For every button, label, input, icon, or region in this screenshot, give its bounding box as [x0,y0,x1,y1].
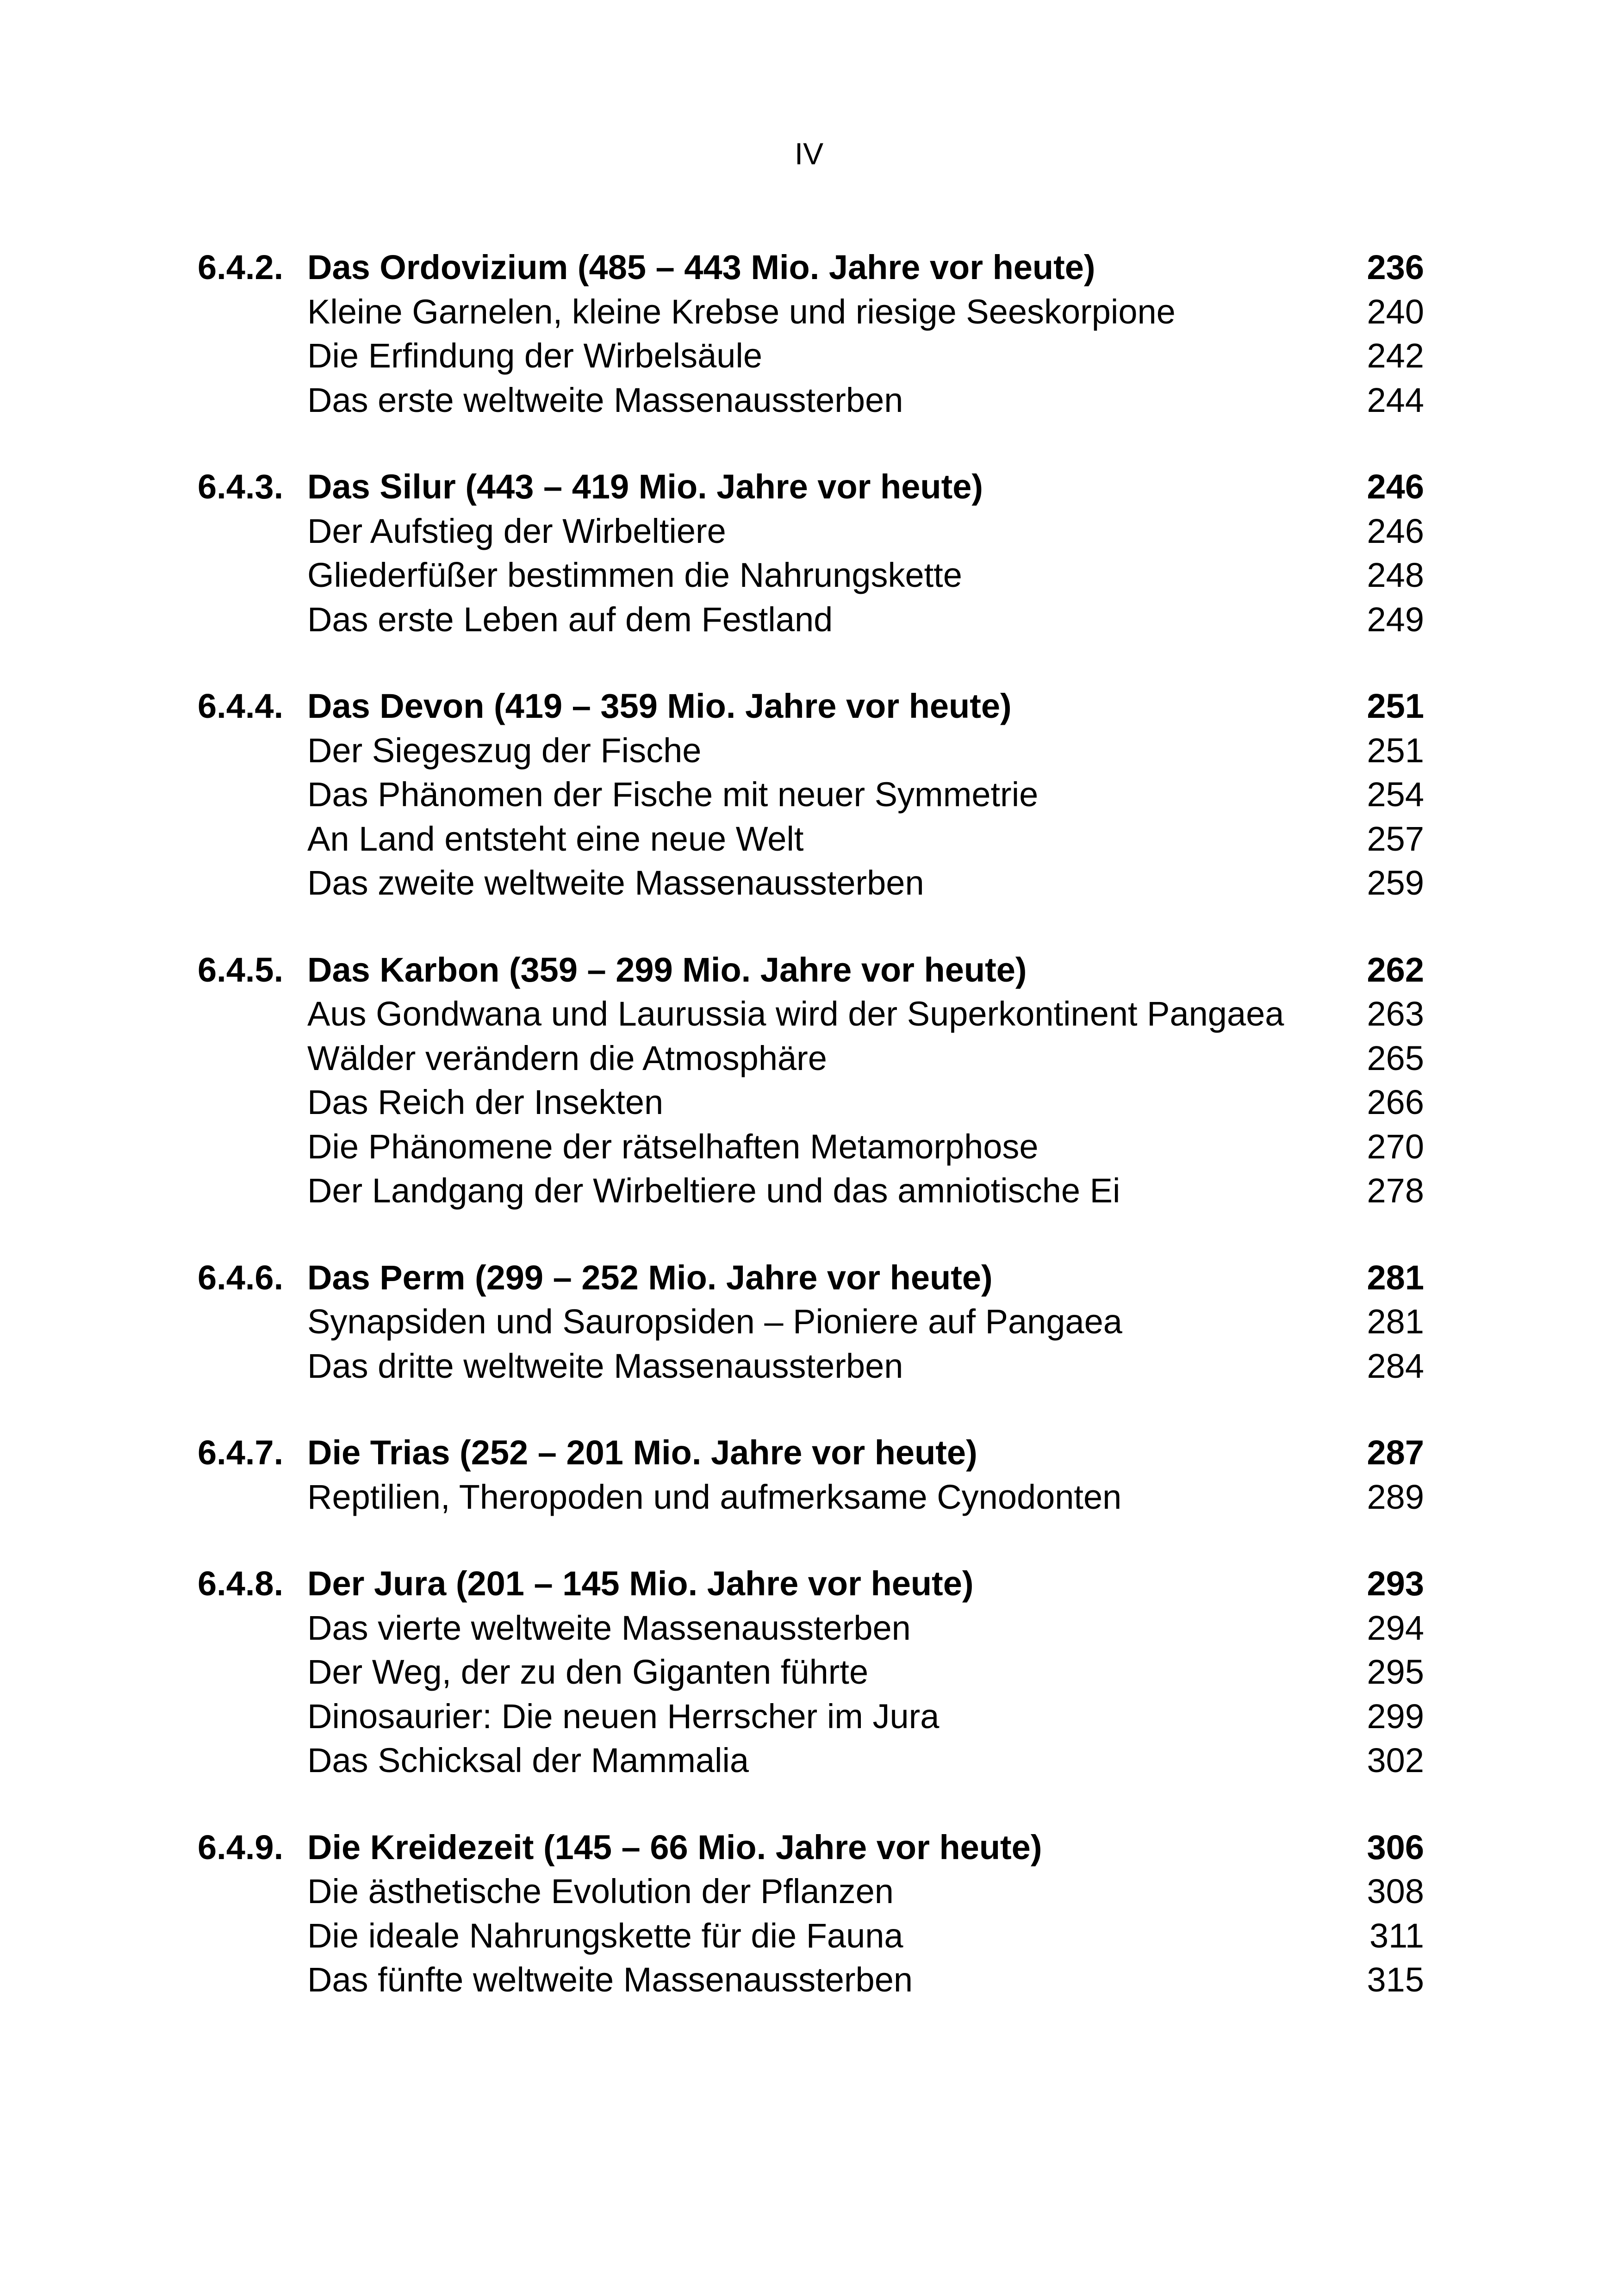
entry-page-number: 265 [1367,1039,1424,1077]
section-page-number: 293 [1367,1564,1424,1603]
entry-page-number: 295 [1367,1653,1424,1691]
section-title: Das Ordovizium (485 – 443 Mio. Jahre vor heute) [307,248,1095,286]
section-number: 6.4.7. [198,1433,284,1472]
toc-entry [198,992,1424,1036]
page-number: IV [794,137,824,171]
toc-entry [198,772,1424,817]
toc-section [198,1562,1424,1783]
entry-page-number: 244 [1367,380,1424,419]
entry-title: Das zweite weltweite Massenaussterben [307,864,924,902]
entry-page-number: 266 [1367,1083,1424,1121]
entry-page-number: 311 [1369,1916,1424,1955]
toc-entry [198,1914,1424,1958]
toc-entry [198,1738,1424,1783]
entry-page-number: 278 [1367,1171,1424,1210]
toc-section-heading [198,1562,1424,1606]
entry-title: Das erste Leben auf dem Festland [307,600,833,639]
entry-title: Das erste weltweite Massenaussterben [307,380,903,419]
entry-title: Das Reich der Insekten [307,1083,664,1121]
toc-entry [198,1694,1424,1739]
toc-entry [198,1036,1424,1081]
entry-page-number: 289 [1367,1477,1424,1516]
table-of-contents [198,245,1424,2045]
entry-title: An Land entsteht eine neue Welt [307,819,804,858]
section-page-number: 246 [1367,467,1424,506]
toc-section-heading [198,1431,1424,1475]
toc-entry [198,290,1424,334]
toc-section-heading [198,1825,1424,1870]
section-page-number: 281 [1367,1258,1424,1297]
toc-entry [198,509,1424,554]
section-title: Die Trias (252 – 201 Mio. Jahre vor heute) [307,1433,977,1472]
entry-title: Aus Gondwana und Laurussia wird der Superkontinent Pangaea [307,995,1284,1033]
entry-page-number: 251 [1367,731,1424,770]
toc-section-heading [198,948,1424,992]
section-title: Das Silur (443 – 419 Mio. Jahre vor heute) [307,467,983,506]
toc-section [198,1825,1424,2002]
toc-entry [198,553,1424,597]
entry-page-number: 246 [1367,511,1424,550]
toc-entry [198,1300,1424,1344]
section-page-number: 262 [1367,950,1424,989]
entry-title: Der Weg, der zu den Giganten führte [307,1653,869,1691]
entry-title: Reptilien, Theropoden und aufmerksame Cynodonten [307,1477,1122,1516]
toc-entry [198,334,1424,378]
entry-title: Das vierte weltweite Massenaussterben [307,1608,911,1647]
toc-section [198,948,1424,1213]
entry-title: Das fünfte weltweite Massenaussterben [307,1960,913,1999]
section-page-number: 251 [1367,687,1424,725]
entry-page-number: 308 [1367,1872,1424,1910]
toc-section [198,1256,1424,1388]
section-number: 6.4.9. [198,1828,284,1867]
entry-page-number: 257 [1367,819,1424,858]
entry-page-number: 249 [1367,600,1424,639]
entry-page-number: 270 [1367,1127,1424,1166]
entry-title: Das dritte weltweite Massenaussterben [307,1346,903,1385]
toc-entry [198,1125,1424,1169]
entry-page-number: 254 [1367,775,1424,814]
entry-page-number: 302 [1367,1741,1424,1780]
section-page-number: 287 [1367,1433,1424,1472]
section-title: Das Karbon (359 – 299 Mio. Jahre vor heute) [307,950,1027,989]
entry-title: Der Aufstieg der Wirbeltiere [307,511,726,550]
section-title: Das Devon (419 – 359 Mio. Jahre vor heute) [307,687,1012,725]
toc-entry [198,1344,1424,1388]
toc-section [198,245,1424,422]
toc-entry [198,728,1424,773]
entry-page-number: 315 [1367,1960,1424,1999]
entry-title: Synapsiden und Sauropsiden – Pioniere auf Pangaea [307,1302,1122,1341]
toc-entry [198,1606,1424,1650]
entry-page-number: 259 [1367,864,1424,902]
entry-page-number: 294 [1367,1608,1424,1647]
entry-title: Die ideale Nahrungskette für die Fauna [307,1916,903,1955]
section-title: Der Jura (201 – 145 Mio. Jahre vor heute) [307,1564,974,1603]
entry-title: Die Phänomene der rätselhaften Metamorphose [307,1127,1039,1166]
section-page-number: 236 [1367,248,1424,286]
section-title: Die Kreidezeit (145 – 66 Mio. Jahre vor heute) [307,1828,1042,1867]
entry-page-number: 263 [1367,995,1424,1033]
section-number: 6.4.5. [198,950,284,989]
toc-entry [198,378,1424,423]
toc-entry [198,1475,1424,1519]
entry-title: Die Erfindung der Wirbelsäule [307,336,763,375]
section-title: Das Perm (299 – 252 Mio. Jahre vor heute) [307,1258,993,1297]
entry-page-number: 284 [1367,1346,1424,1385]
entry-page-number: 248 [1367,556,1424,594]
toc-section-heading [198,245,1424,290]
toc-entry [198,817,1424,861]
toc-entry [198,1169,1424,1213]
toc-entry [198,597,1424,642]
entry-page-number: 281 [1367,1302,1424,1341]
entry-title: Das Schicksal der Mammalia [307,1741,749,1780]
toc-entry [198,1650,1424,1694]
entry-title: Kleine Garnelen, kleine Krebse und riesige Seeskorpione [307,292,1176,331]
entry-title: Das Phänomen der Fische mit neuer Symmetrie [307,775,1039,814]
entry-title: Der Siegeszug der Fische [307,731,702,770]
section-number: 6.4.6. [198,1258,284,1297]
toc-entry [198,1080,1424,1125]
toc-section-heading [198,684,1424,728]
toc-section-heading [198,1256,1424,1300]
section-number: 6.4.4. [198,687,284,725]
entry-title: Die ästhetische Evolution der Pflanzen [307,1872,894,1910]
section-number: 6.4.2. [198,248,284,286]
entry-page-number: 242 [1367,336,1424,375]
toc-section [198,1431,1424,1519]
entry-title: Wälder verändern die Atmosphäre [307,1039,827,1077]
toc-entry [198,1958,1424,2002]
toc-section-heading [198,465,1424,509]
entry-title: Gliederfüßer bestimmen die Nahrungskette [307,556,962,594]
section-number: 6.4.3. [198,467,284,506]
entry-page-number: 240 [1367,292,1424,331]
entry-page-number: 299 [1367,1697,1424,1736]
section-page-number: 306 [1367,1828,1424,1867]
entry-title: Dinosaurier: Die neuen Herrscher im Jura [307,1697,940,1736]
entry-title: Der Landgang der Wirbeltiere und das amniotische Ei [307,1171,1120,1210]
section-number: 6.4.8. [198,1564,284,1603]
toc-entry [198,861,1424,905]
toc-section [198,684,1424,905]
toc-entry [198,1869,1424,1914]
toc-section [198,465,1424,641]
